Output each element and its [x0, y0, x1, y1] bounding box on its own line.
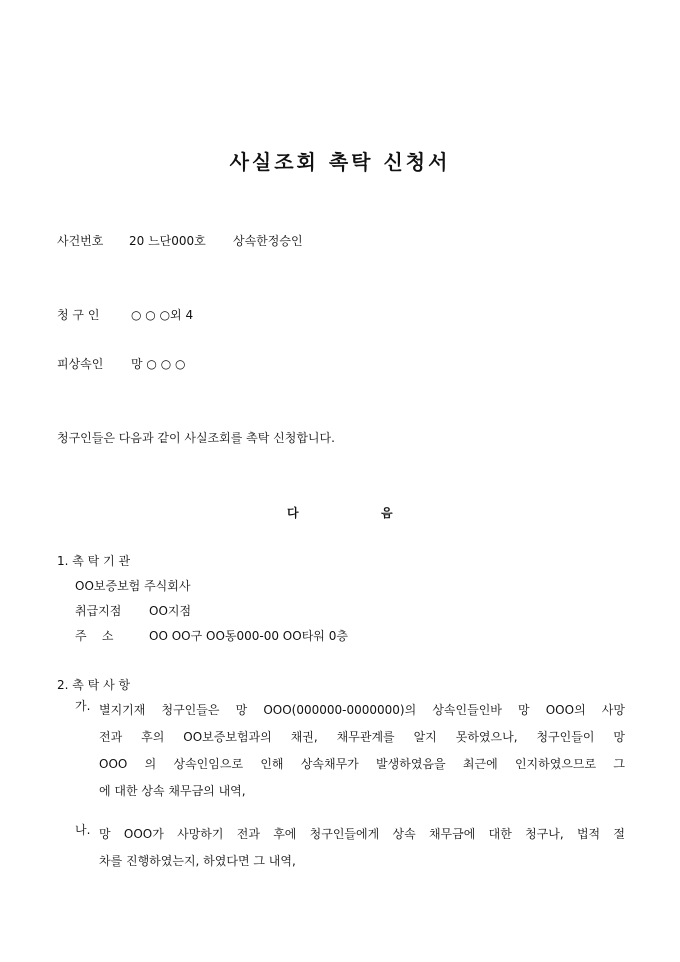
deceased-row	[57, 355, 185, 372]
document-title: 사실조회 촉탁 신청서	[229, 150, 451, 174]
item-a-line2: 전과 후의 OO보증보험과의 채권, 채무관계를 알지 못하였으나, 청구인들이 망	[99, 730, 625, 744]
section1-org: OO보증보험 주식회사	[75, 579, 191, 593]
claimant-value: ○ ○ ○외 4	[131, 308, 194, 322]
address-value: OO OO구 OO동000-00 OO타워 0층	[149, 629, 348, 643]
item-b-marker: 나.	[75, 823, 91, 837]
heading-right: 음	[381, 506, 393, 520]
intro-text: 청구인들은 다음과 같이 사실조회를 촉탁 신청합니다.	[57, 431, 335, 445]
item-b-line2: 차를 진행하였는지, 하였다면 그 내역,	[99, 854, 296, 868]
item-b-line1: 망 OOO가 사망하기 전과 후에 청구인들에게 상속 채무금에 대한 청구나, 법적 절	[99, 827, 625, 841]
branch-value: OO지점	[149, 604, 192, 618]
case-number-value: 20 느단000호	[129, 234, 206, 248]
item-a	[99, 697, 625, 805]
claimant-row	[57, 306, 193, 323]
item-a-line4: 에 대한 상속 채무금의 내역,	[99, 784, 246, 798]
case-number-label: 사건번호	[57, 234, 104, 248]
item-a-marker: 가.	[75, 699, 91, 713]
claimant-label: 청 구 인	[57, 308, 100, 322]
section1-branch-row	[75, 602, 191, 619]
section1-heading: 1. 촉 탁 기 관	[57, 554, 131, 568]
deceased-value: 망 ○ ○ ○	[131, 357, 186, 371]
section1-address-row	[75, 627, 348, 644]
item-a-line3: OOO 의 상속인임으로 인해 상속채무가 발생하였음을 최근에 인지하였으므로 그	[99, 757, 625, 771]
deceased-label: 피상속인	[57, 357, 104, 371]
section2-heading: 2. 촉 탁 사 항	[57, 678, 131, 692]
case-name: 상속한정승인	[233, 234, 303, 248]
branch-label: 취급지점	[75, 604, 122, 618]
address-label: 주 소	[75, 629, 114, 643]
item-a-line1: 별지기재 청구인들은 망 OOO(000000-0000000)의 상속인들인바 망 OOO의 사망	[99, 703, 625, 717]
item-b	[99, 821, 625, 875]
heading-left: 다	[287, 506, 299, 520]
case-number-row	[57, 232, 303, 249]
